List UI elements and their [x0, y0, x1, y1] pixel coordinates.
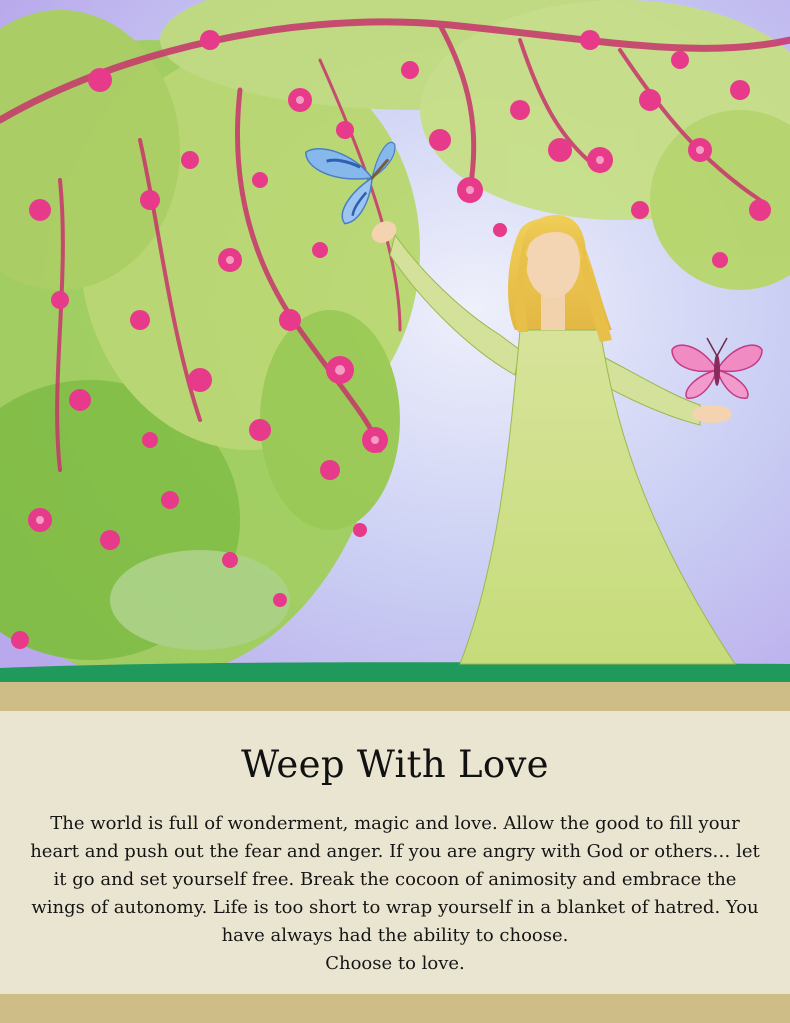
top-decorative-band: [0, 682, 790, 711]
card-closing-line: Choose to love.: [325, 953, 465, 974]
card-paragraph: The world is full of wonderment, magic and love. Allow the good to fill your heart and push out the fear and anger. If you are angry with God or others… let it go and set yourself free. Break the cocoon of animosity and embrace the wings of autonomy. Life is too short to wrap yourself in a blanket of hatred. You have always had the ability to choose.: [30, 813, 760, 946]
grass: [0, 662, 790, 682]
card-body: [26, 810, 764, 978]
card-title: Weep With Love: [241, 743, 549, 786]
bottom-decorative-band: [0, 994, 790, 1023]
